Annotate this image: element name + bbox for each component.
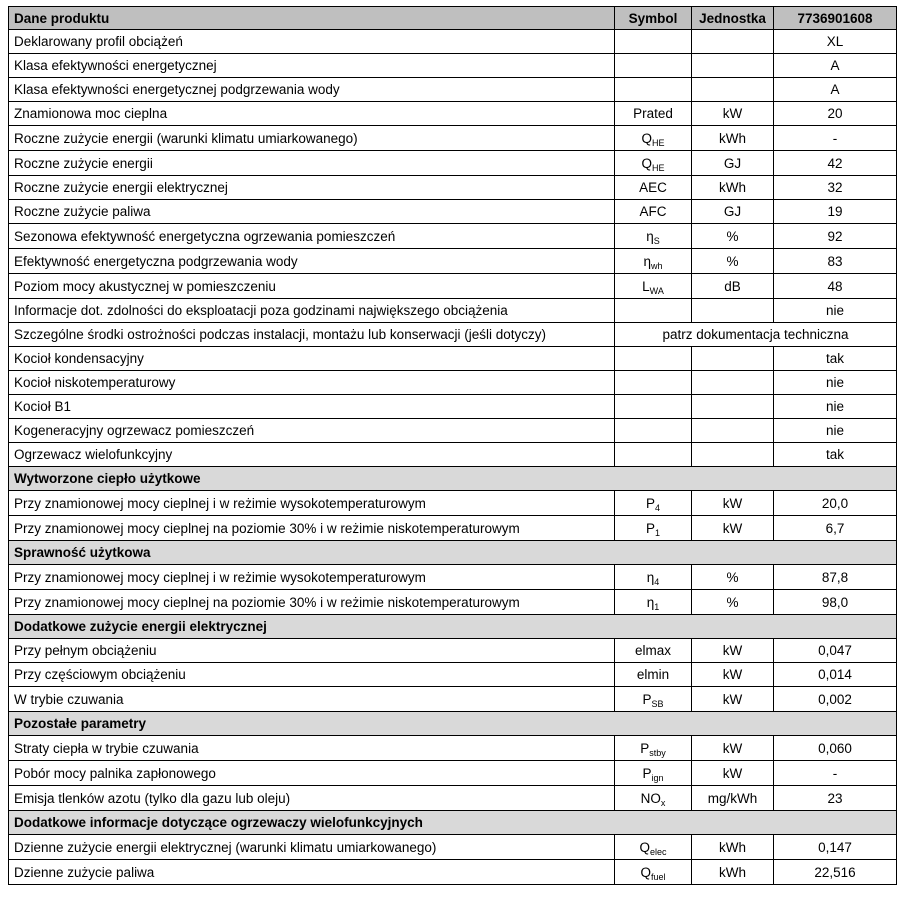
- row-label: Roczne zużycie energii elektrycznej: [9, 176, 615, 200]
- section-header-row: [9, 712, 897, 736]
- unit-cell: [692, 443, 774, 467]
- symbol-cell: [615, 224, 692, 249]
- symbol-subscript: x: [660, 797, 666, 808]
- symbol-cell: [615, 687, 692, 712]
- symbol-text: AFC: [639, 204, 667, 219]
- symbol-text: η: [646, 228, 654, 244]
- symbol-cell: [615, 249, 692, 274]
- value-cell: 20,0: [774, 491, 897, 516]
- row-label: Klasa efektywności energetycznej: [9, 54, 615, 78]
- row-label: Przy znamionowej mocy cieplnej i w reżimie wysokotemperaturowym: [9, 565, 615, 590]
- symbol-cell: [615, 151, 692, 176]
- row-label: Znamionowa moc cieplna: [9, 102, 615, 126]
- symbol-cell: [615, 200, 692, 224]
- symbol-text: Q: [640, 864, 651, 880]
- unit-cell: kWh: [692, 835, 774, 860]
- unit-cell: kW: [692, 639, 774, 663]
- symbol-cell: [615, 590, 692, 615]
- symbol-cell: [615, 176, 692, 200]
- symbol-cell: [615, 736, 692, 761]
- symbol-text: Prated: [633, 106, 673, 121]
- value-cell: 0,002: [774, 687, 897, 712]
- unit-cell: kW: [692, 687, 774, 712]
- symbol-text: P: [642, 691, 652, 707]
- symbol-subscript: SB: [651, 698, 664, 709]
- symbol-text: P: [645, 520, 655, 536]
- table-row: [9, 786, 897, 811]
- table-row: [9, 516, 897, 541]
- table-row: [9, 835, 897, 860]
- symbol-text: P: [645, 495, 655, 511]
- row-label: Pobór mocy palnika zapłonowego: [9, 761, 615, 786]
- unit-cell: %: [692, 590, 774, 615]
- value-cell: -: [774, 126, 897, 151]
- value-cell: 87,8: [774, 565, 897, 590]
- unit-cell: [692, 419, 774, 443]
- symbol-subscript: ign: [651, 772, 664, 783]
- value-cell: 32: [774, 176, 897, 200]
- header-unit: Jednostka: [692, 7, 774, 30]
- value-cell: 98,0: [774, 590, 897, 615]
- symbol-subscript: fuel: [651, 871, 666, 882]
- value-cell: 20: [774, 102, 897, 126]
- section-title: Sprawność użytkowa: [9, 541, 897, 565]
- unit-cell: [692, 299, 774, 323]
- row-label: Ogrzewacz wielofunkcyjny: [9, 443, 615, 467]
- row-label: Przy pełnym obciążeniu: [9, 639, 615, 663]
- symbol-text: Q: [639, 839, 650, 855]
- row-label: Roczne zużycie energii: [9, 151, 615, 176]
- symbol-subscript: HE: [652, 162, 665, 173]
- row-label: Przy znamionowej mocy cieplnej i w reżimie wysokotemperaturowym: [9, 491, 615, 516]
- row-label: Przy znamionowej mocy cieplnej na poziomie 30% i w reżimie niskotemperaturowym: [9, 516, 615, 541]
- table-row: [9, 419, 897, 443]
- row-label: Emisja tlenków azotu (tylko dla gazu lub oleju): [9, 786, 615, 811]
- unit-cell: %: [692, 249, 774, 274]
- section-title: Wytworzone ciepło użytkowe: [9, 467, 897, 491]
- table-row: [9, 663, 897, 687]
- symbol-subscript: 1: [654, 601, 660, 612]
- table-row: [9, 200, 897, 224]
- unit-cell: GJ: [692, 151, 774, 176]
- row-label: Szczególne środki ostrożności podczas instalacji, montażu lub konserwacji (jeśli dotyczy): [9, 323, 615, 347]
- unit-cell: kW: [692, 516, 774, 541]
- value-cell: 22,516: [774, 860, 897, 885]
- table-row: [9, 590, 897, 615]
- table-row: [9, 761, 897, 786]
- symbol-subscript: S: [653, 235, 660, 246]
- table-row: [9, 126, 897, 151]
- unit-cell: kW: [692, 491, 774, 516]
- row-label: Klasa efektywności energetycznej podgrzewania wody: [9, 78, 615, 102]
- unit-cell: GJ: [692, 200, 774, 224]
- table-row: [9, 347, 897, 371]
- value-cell: tak: [774, 443, 897, 467]
- symbol-text: η: [646, 569, 655, 585]
- row-label: Kocioł niskotemperaturowy: [9, 371, 615, 395]
- row-label: Informacje dot. zdolności do eksploatacji poza godzinami największego obciążenia: [9, 299, 615, 323]
- unit-cell: kW: [692, 736, 774, 761]
- symbol-cell: [615, 102, 692, 126]
- value-cell: 48: [774, 274, 897, 299]
- section-header-row: [9, 811, 897, 835]
- row-label: Kocioł kondensacyjny: [9, 347, 615, 371]
- value-cell: A: [774, 54, 897, 78]
- symbol-cell: [615, 274, 692, 299]
- row-label: W trybie czuwania: [9, 687, 615, 712]
- value-cell: XL: [774, 30, 897, 54]
- table-row: [9, 176, 897, 200]
- table-row: [9, 736, 897, 761]
- symbol-cell: [615, 78, 692, 102]
- product-data-table: [8, 6, 897, 885]
- table-row: [9, 395, 897, 419]
- row-label: Dzienne zużycie energii elektrycznej (warunki klimatu umiarkowanego): [9, 835, 615, 860]
- unit-cell: mg/kWh: [692, 786, 774, 811]
- value-cell: 19: [774, 200, 897, 224]
- symbol-cell: [615, 419, 692, 443]
- value-cell: 0,060: [774, 736, 897, 761]
- symbol-cell: [615, 54, 692, 78]
- value-cell: 42: [774, 151, 897, 176]
- symbol-text: η: [643, 253, 651, 269]
- value-cell: patrz dokumentacja techniczna: [615, 323, 897, 347]
- unit-cell: kW: [692, 761, 774, 786]
- symbol-text: P: [642, 765, 652, 781]
- row-label: Dzienne zużycie paliwa: [9, 860, 615, 885]
- table-row: [9, 323, 897, 347]
- symbol-cell: [615, 30, 692, 54]
- unit-cell: [692, 395, 774, 419]
- symbol-text: elmax: [634, 643, 671, 658]
- symbol-cell: [615, 565, 692, 590]
- symbol-text: L: [642, 278, 650, 294]
- unit-cell: %: [692, 224, 774, 249]
- table-row: [9, 224, 897, 249]
- section-header-row: [9, 541, 897, 565]
- value-cell: 0,047: [774, 639, 897, 663]
- symbol-subscript: HE: [652, 137, 665, 148]
- symbol-cell: [615, 835, 692, 860]
- row-label: Kogeneracyjny ogrzewacz pomieszczeń: [9, 419, 615, 443]
- value-cell: 6,7: [774, 516, 897, 541]
- table-row: [9, 639, 897, 663]
- value-cell: 0,147: [774, 835, 897, 860]
- value-cell: A: [774, 78, 897, 102]
- symbol-cell: [615, 371, 692, 395]
- row-label: Sezonowa efektywność energetyczna ogrzewania pomieszczeń: [9, 224, 615, 249]
- unit-cell: [692, 54, 774, 78]
- table-row: [9, 491, 897, 516]
- row-label: Straty ciepła w trybie czuwania: [9, 736, 615, 761]
- symbol-cell: [615, 516, 692, 541]
- row-label: Roczne zużycie paliwa: [9, 200, 615, 224]
- row-label: Kocioł B1: [9, 395, 615, 419]
- symbol-cell: [615, 761, 692, 786]
- symbol-text: η: [646, 594, 655, 610]
- unit-cell: kWh: [692, 176, 774, 200]
- unit-cell: kWh: [692, 126, 774, 151]
- table-row: [9, 30, 897, 54]
- table-row: [9, 78, 897, 102]
- unit-cell: dB: [692, 274, 774, 299]
- table-row: [9, 102, 897, 126]
- section-title: Pozostałe parametry: [9, 712, 897, 736]
- symbol-cell: [615, 126, 692, 151]
- section-title: Dodatkowe informacje dotyczące ogrzewaczy wielofunkcyjnych: [9, 811, 897, 835]
- header-model: 7736901608: [774, 7, 897, 30]
- section-title: Dodatkowe zużycie energii elektrycznej: [9, 615, 897, 639]
- symbol-text: AEC: [639, 180, 667, 195]
- symbol-subscript: 1: [655, 527, 661, 538]
- symbol-cell: [615, 443, 692, 467]
- value-cell: nie: [774, 371, 897, 395]
- unit-cell: [692, 78, 774, 102]
- symbol-subscript: stby: [649, 747, 666, 758]
- symbol-cell: [615, 395, 692, 419]
- section-header-row: [9, 467, 897, 491]
- symbol-subscript: WA: [649, 285, 664, 296]
- table-row: [9, 299, 897, 323]
- table-row: [9, 860, 897, 885]
- table-header-row: [9, 7, 897, 30]
- unit-cell: kW: [692, 663, 774, 687]
- value-cell: nie: [774, 395, 897, 419]
- symbol-cell: [615, 347, 692, 371]
- symbol-cell: [615, 491, 692, 516]
- table-row: [9, 151, 897, 176]
- value-cell: 0,014: [774, 663, 897, 687]
- row-label: Deklarowany profil obciążeń: [9, 30, 615, 54]
- symbol-cell: [615, 663, 692, 687]
- symbol-text: elmin: [636, 667, 670, 682]
- symbol-text: Q: [641, 130, 652, 146]
- symbol-cell: [615, 860, 692, 885]
- row-label: Roczne zużycie energii (warunki klimatu umiarkowanego): [9, 126, 615, 151]
- symbol-subscript: elec: [650, 846, 667, 857]
- symbol-text: NO: [640, 790, 661, 806]
- row-label: Przy częściowym obciążeniu: [9, 663, 615, 687]
- unit-cell: %: [692, 565, 774, 590]
- value-cell: 23: [774, 786, 897, 811]
- unit-cell: kW: [692, 102, 774, 126]
- table-row: [9, 371, 897, 395]
- value-cell: 92: [774, 224, 897, 249]
- header-symbol: Symbol: [615, 7, 692, 30]
- unit-cell: [692, 371, 774, 395]
- section-header-row: [9, 615, 897, 639]
- table-row: [9, 443, 897, 467]
- symbol-text: Q: [641, 155, 652, 171]
- row-label: Przy znamionowej mocy cieplnej na poziomie 30% i w reżimie niskotemperaturowym: [9, 590, 615, 615]
- table-row: [9, 565, 897, 590]
- symbol-cell: [615, 639, 692, 663]
- symbol-subscript: 4: [654, 576, 660, 587]
- table-row: [9, 54, 897, 78]
- value-cell: tak: [774, 347, 897, 371]
- unit-cell: [692, 30, 774, 54]
- value-cell: nie: [774, 419, 897, 443]
- symbol-cell: [615, 299, 692, 323]
- value-cell: -: [774, 761, 897, 786]
- symbol-subscript: wh: [651, 260, 663, 271]
- symbol-subscript: 4: [655, 502, 661, 513]
- value-cell: 83: [774, 249, 897, 274]
- table-row: [9, 249, 897, 274]
- table-row: [9, 687, 897, 712]
- table-row: [9, 274, 897, 299]
- symbol-text: P: [640, 740, 650, 756]
- unit-cell: kWh: [692, 860, 774, 885]
- unit-cell: [692, 347, 774, 371]
- symbol-cell: [615, 786, 692, 811]
- value-cell: nie: [774, 299, 897, 323]
- row-label: Poziom mocy akustycznej w pomieszczeniu: [9, 274, 615, 299]
- header-product: Dane produktu: [9, 7, 615, 30]
- row-label: Efektywność energetyczna podgrzewania wody: [9, 249, 615, 274]
